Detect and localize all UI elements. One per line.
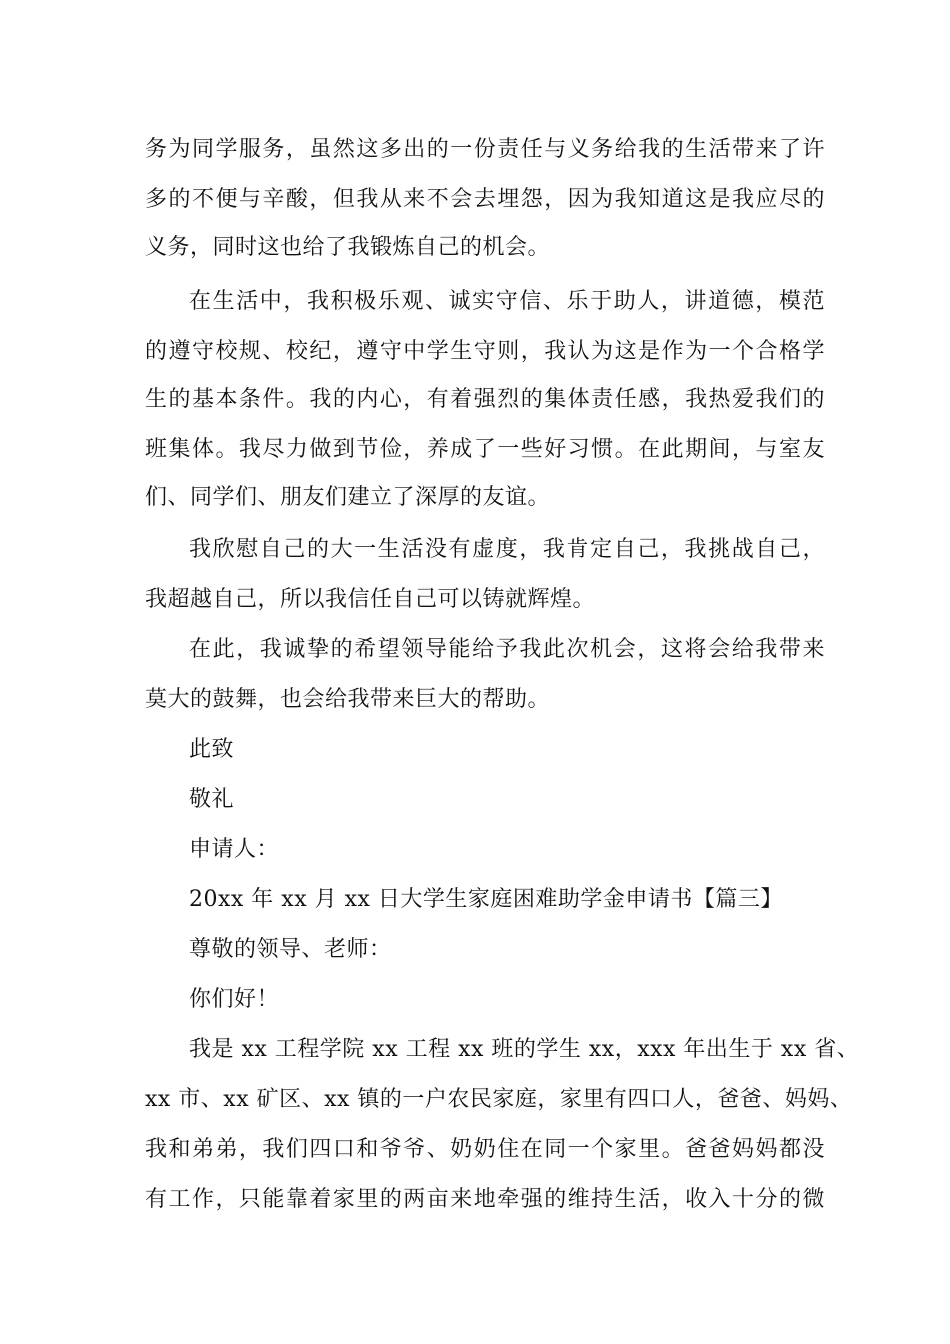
text-line: 务为同学服务，虽然这多出的一份责任与义务给我的生活带来了许 — [145, 137, 825, 162]
text-line: xx 市、xx 矿区、xx 镇的一户农民家庭，家里有四口人，爸爸、妈妈、 — [145, 1087, 853, 1112]
paragraph-first-line: 在此，我诚挚的希望领导能给予我此次机会，这将会给我带来 — [189, 637, 825, 662]
text-line: 多的不便与辛酸，但我从来不会去埋怨，因为我知道这是我应尽的 — [145, 187, 825, 212]
text-line: 莫大的鼓舞，也会给我带来巨大的帮助。 — [145, 687, 551, 712]
paragraph-first-line: 我是 xx 工程学院 xx 工程 xx 班的学生 xx，xxx 年出生于 xx 省、 — [189, 1037, 860, 1062]
paragraph-first-line: 我欣慰自己的大一生活没有虚度，我肯定自己，我挑战自己， — [189, 537, 825, 562]
text-line: 我超越自己，所以我信任自己可以铸就辉煌。 — [145, 587, 596, 612]
text-line: 义务，同时这也给了我锻炼自己的机会。 — [145, 235, 551, 260]
applicant-label: 申请人： — [189, 837, 280, 862]
text-line: 班集体。我尽力做到节俭，养成了一些好习惯。在此期间，与室友 — [145, 437, 825, 462]
section-heading: 20xx 年 xx 月 xx 日大学生家庭困难助学金申请书【篇三】 — [189, 887, 783, 912]
text-line: 生的基本条件。我的内心，有着强烈的集体责任感，我热爱我们的 — [145, 387, 825, 412]
text-line: 的遵守校规、校纪，遵守中学生守则，我认为这是作为一个合格学 — [145, 339, 825, 364]
text-line: 们、同学们、朋友们建立了深厚的友谊。 — [145, 485, 551, 510]
closing-regards: 敬礼 — [189, 787, 235, 812]
paragraph-first-line: 在生活中，我积极乐观、诚实守信、乐于助人，讲道德，模范 — [189, 289, 825, 314]
greeting-hello: 你们好！ — [189, 987, 280, 1012]
text-line: 我和弟弟，我们四口和爷爷、奶奶住在同一个家里。爸爸妈妈都没 — [145, 1137, 825, 1162]
closing-salutation: 此致 — [189, 737, 235, 762]
greeting-recipient: 尊敬的领导、老师： — [189, 937, 392, 962]
text-line: 有工作，只能靠着家里的两亩来地牵强的维持生活，收入十分的微 — [145, 1187, 825, 1212]
